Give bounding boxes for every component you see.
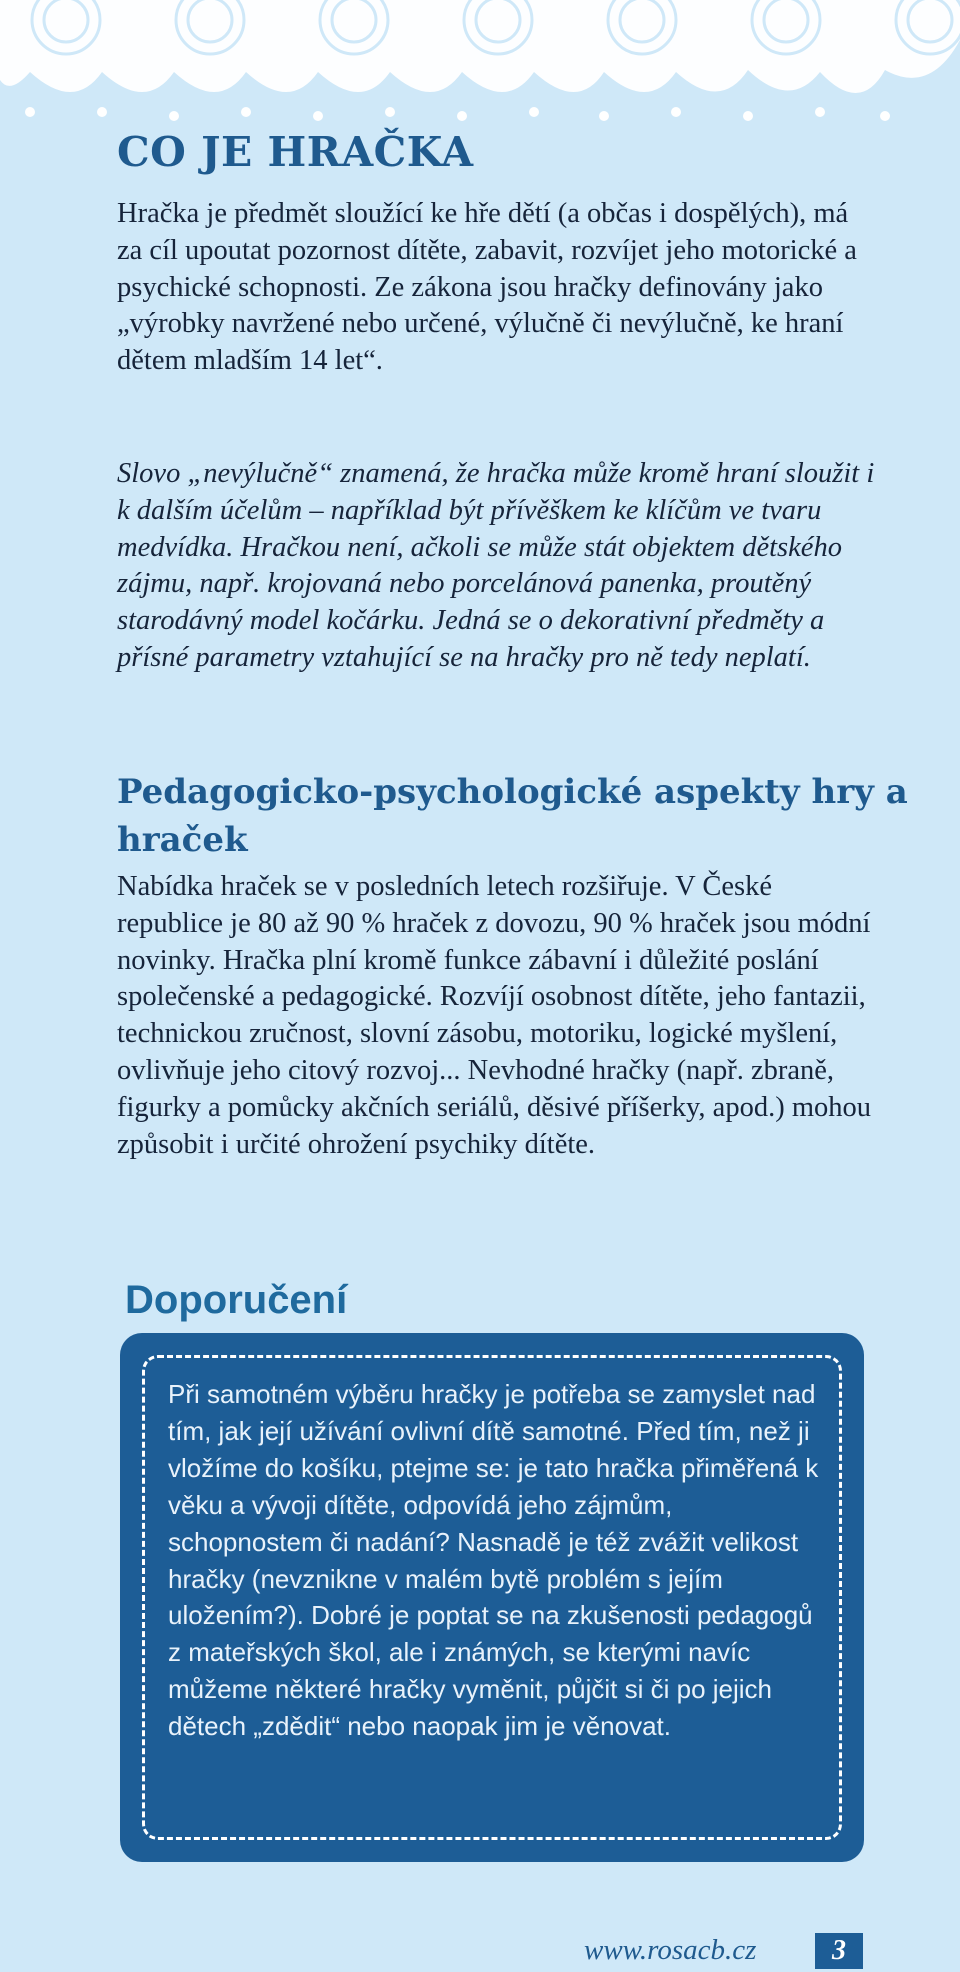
page-number: 3 — [815, 1933, 863, 1969]
paragraph-aspects: Nabídka hraček se v posledních letech rozšiřuje. V České republice je 80 až 90 % hraček z dovozu, 90 % hraček jsou módní novinky. Hračka plní kromě funkce zábavní i důležité poslání společenské a pedagogické. Rozvíjí osobnost dítěte, jeho fantazii, technickou zručnost, slovní zásobu, motoriku, logické myšlení, ovlivňuje jeho citový rozvoj... Nevhodné hračky (např. zbraně, figurky a pomůcky akčních seriálů, děsivé příšerky, apod.) mohou způsobit i určité ohrožení psychiky dítěte. — [117, 871, 871, 1160]
lace-ornament — [0, 0, 960, 140]
recommendation-title: Doporučení — [125, 1278, 348, 1322]
website-link[interactable]: www.rosacb.cz — [584, 1934, 757, 1966]
page-title: CO JE HRAČKA — [117, 128, 474, 176]
paragraph-note: Slovo „nevýlučně“ znamená, že hračka může kromě hraní sloužit i k dalším účelům – například být přívěškem ke klíčům ve tvaru medvídka. Hračkou není, ačkoli se může stát objektem dětského zájmu, např. krojovaná nebo porcelánová panenka, proutěný starodávný model kočárku. Jedná se o dekorativní předměty a přísné parametry vztahující se na hračky pro ně tedy neplatí. — [117, 458, 875, 673]
recommendation-text: Při samotném výběru hračky je potřeba se zamyslet nad tím, jak její užívání ovlivní dítě samotné. Před tím, než ji vložíme do košíku, ptejme se: je tato hračka přiměřená k věku a vývoji dítěte, odpovídá jeho zájmům, schopnostem či nadání? Nasnadě je též zvážit velikost hračky (nevznikne v malém bytě problém s jejím uložením?). Dobré je poptat se na zkušenosti pedagogů z mateřských škol, ale i známých, se kterými navíc můžeme některé hračky vyměnit, půjčit si či po jejich dětech „zdědit“ nebo naopak jim je věnovat. — [168, 1379, 819, 1742]
section-heading: Pedagogicko-psychologické aspekty hry a hraček — [117, 772, 908, 860]
recommendation-box — [120, 1333, 864, 1862]
paragraph-definition: Hračka je předmět sloužící ke hře dětí (a občas i dospělých), má za cíl upoutat pozornost dítěte, zabavit, rozvíjet jeho motorické a psychické schopnosti. Ze zákona jsou hračky definovány jako „výrobky navržené nebo určené, výlučně či nevýlučně, ke hraní dětem mladším 14 let“. — [117, 198, 857, 377]
